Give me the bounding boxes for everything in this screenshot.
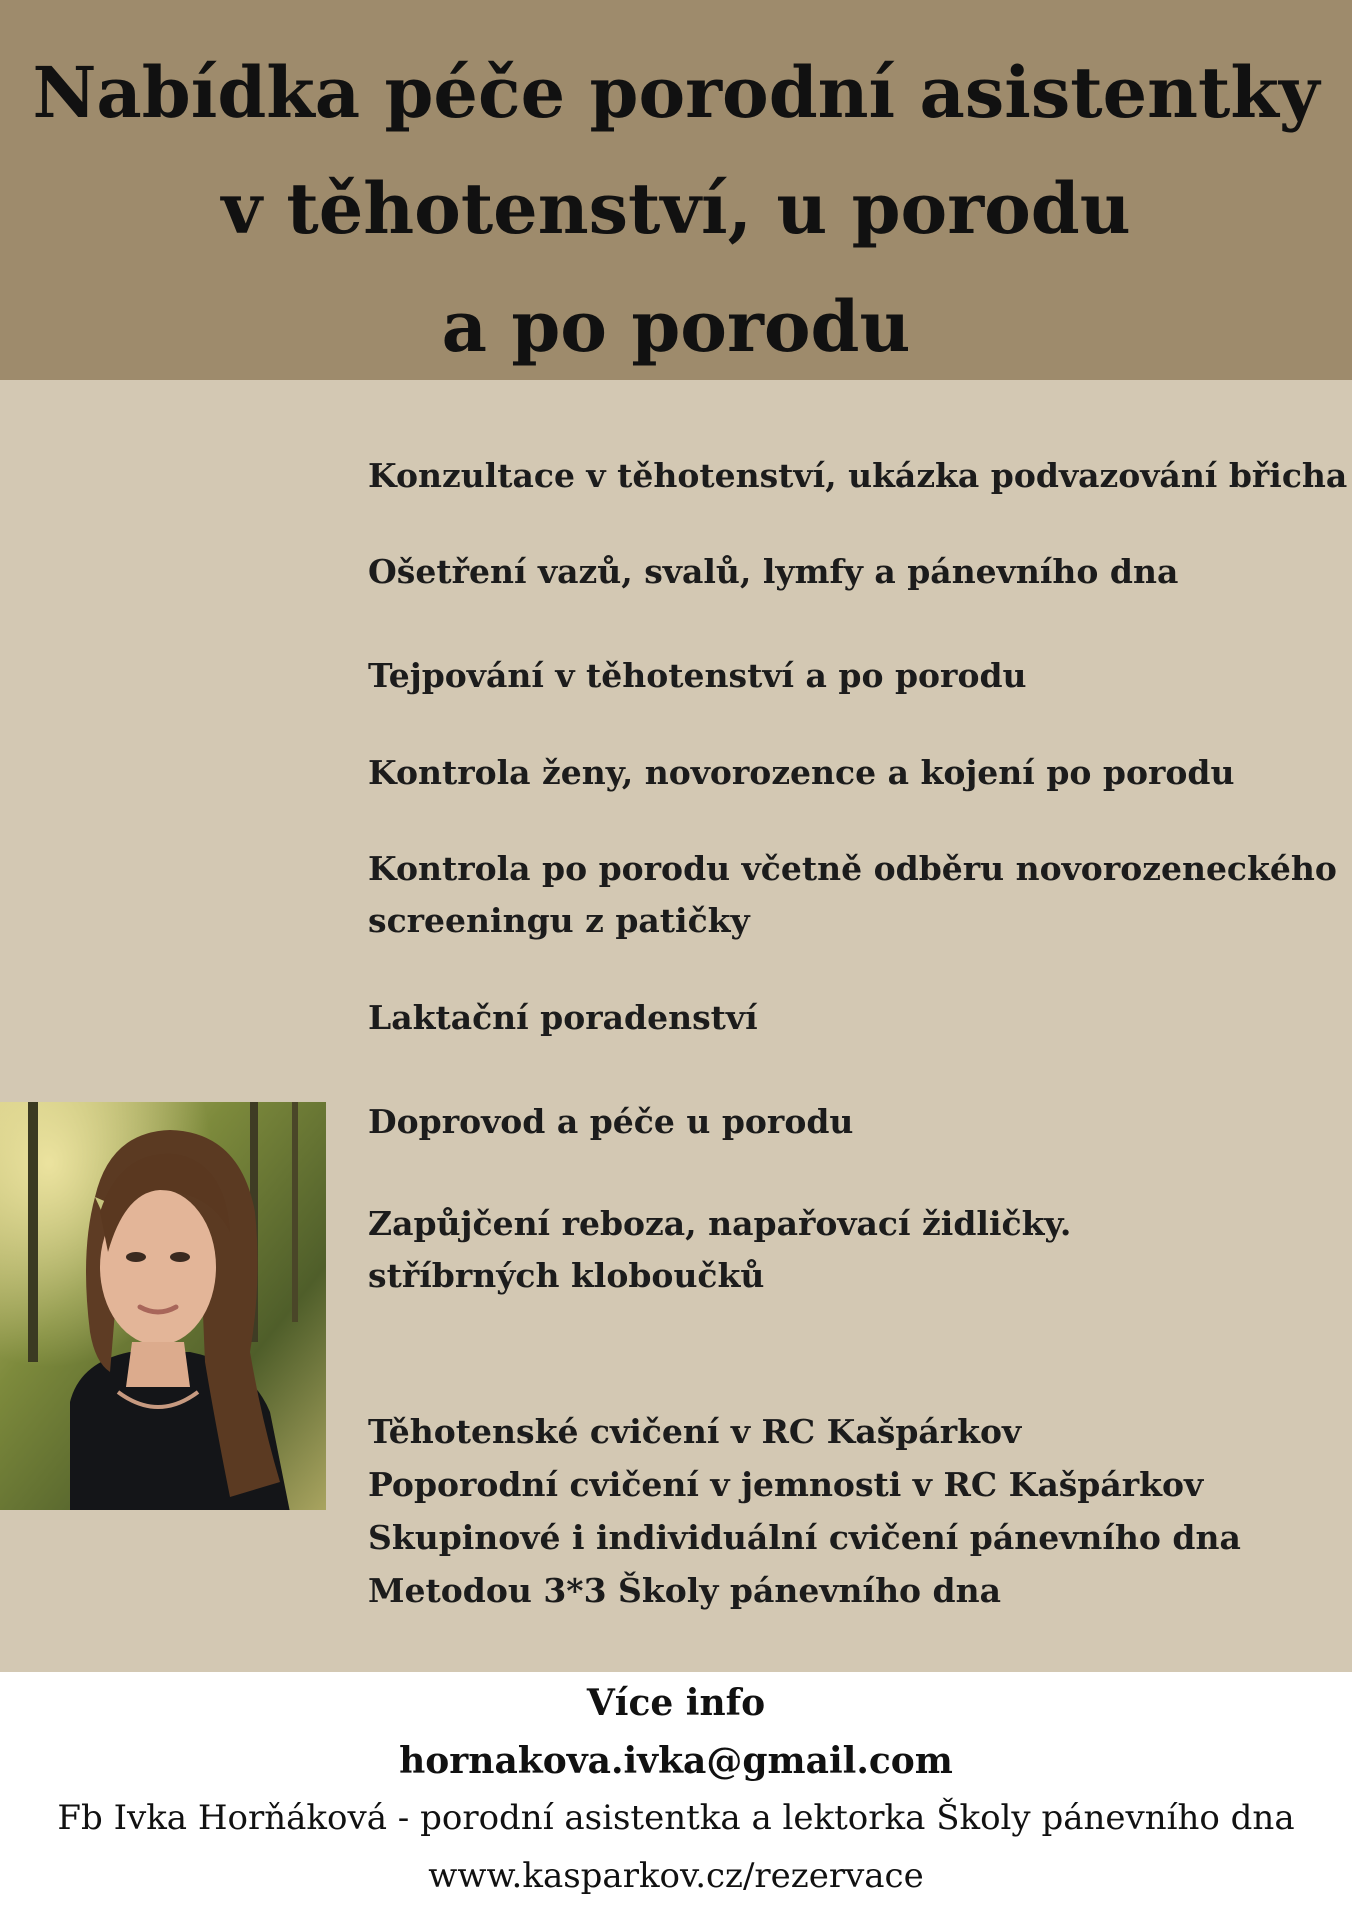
title-line-2: v těhotenství, u porodu — [221, 167, 1131, 250]
header-banner — [0, 0, 1352, 380]
service-item-line: Tejpování v těhotenství a po porodu — [368, 656, 1027, 695]
service-item — [368, 992, 758, 1044]
service-item-line: Laktační poradenství — [368, 998, 758, 1037]
contact-email[interactable]: hornakova.ivka@gmail.com — [399, 1740, 953, 1782]
service-item-line: Konzultace v těhotenství, ukázka podvazování břicha — [368, 456, 1348, 495]
service-item — [368, 843, 1337, 947]
title-line-3: a po porodu — [441, 285, 911, 368]
exercise-item: Skupinové i individuální cvičení pánevního dna — [368, 1518, 1241, 1557]
contact-website[interactable]: www.kasparkov.cz/rezervace — [428, 1856, 924, 1896]
exercise-item: Metodou 3*3 Školy pánevního dna — [368, 1571, 1002, 1610]
service-item — [368, 1096, 853, 1148]
service-item — [368, 747, 1234, 799]
exercise-list — [368, 1405, 1241, 1617]
title-line-1: Nabídka péče porodní asistentky — [32, 51, 1320, 134]
contact-footer — [0, 1672, 1352, 1920]
service-item-line: Doprovod a péče u porodu — [368, 1102, 854, 1141]
contact-facebook: Fb Ivka Horňáková - porodní asistentka a lektorka Školy pánevního dna — [57, 1798, 1295, 1838]
service-item — [368, 450, 1347, 502]
service-item-line: Kontrola po porodu včetně odběru novorozeneckého — [368, 849, 1337, 888]
service-item-line: Zapůjčení reboza, napařovací židličky. — [368, 1204, 1072, 1243]
exercise-item: Těhotenské cvičení v RC Kašpárkov — [368, 1412, 1022, 1451]
service-item-line: Kontrola ženy, novorozence a kojení po porodu — [368, 753, 1235, 792]
service-item — [368, 650, 1027, 702]
service-item-line: Ošetření vazů, svalů, lymfy a pánevního dna — [368, 552, 1179, 591]
service-item-line: stříbrných kloboučků — [368, 1256, 765, 1295]
exercise-item: Poporodní cvičení v jemnosti v RC Kašpárkov — [368, 1465, 1204, 1504]
service-item — [368, 546, 1178, 598]
service-item — [368, 1198, 1071, 1302]
contact-heading: Více info — [586, 1682, 766, 1724]
portrait-photo — [0, 1102, 326, 1510]
service-item-line: screeningu z patičky — [368, 901, 750, 940]
